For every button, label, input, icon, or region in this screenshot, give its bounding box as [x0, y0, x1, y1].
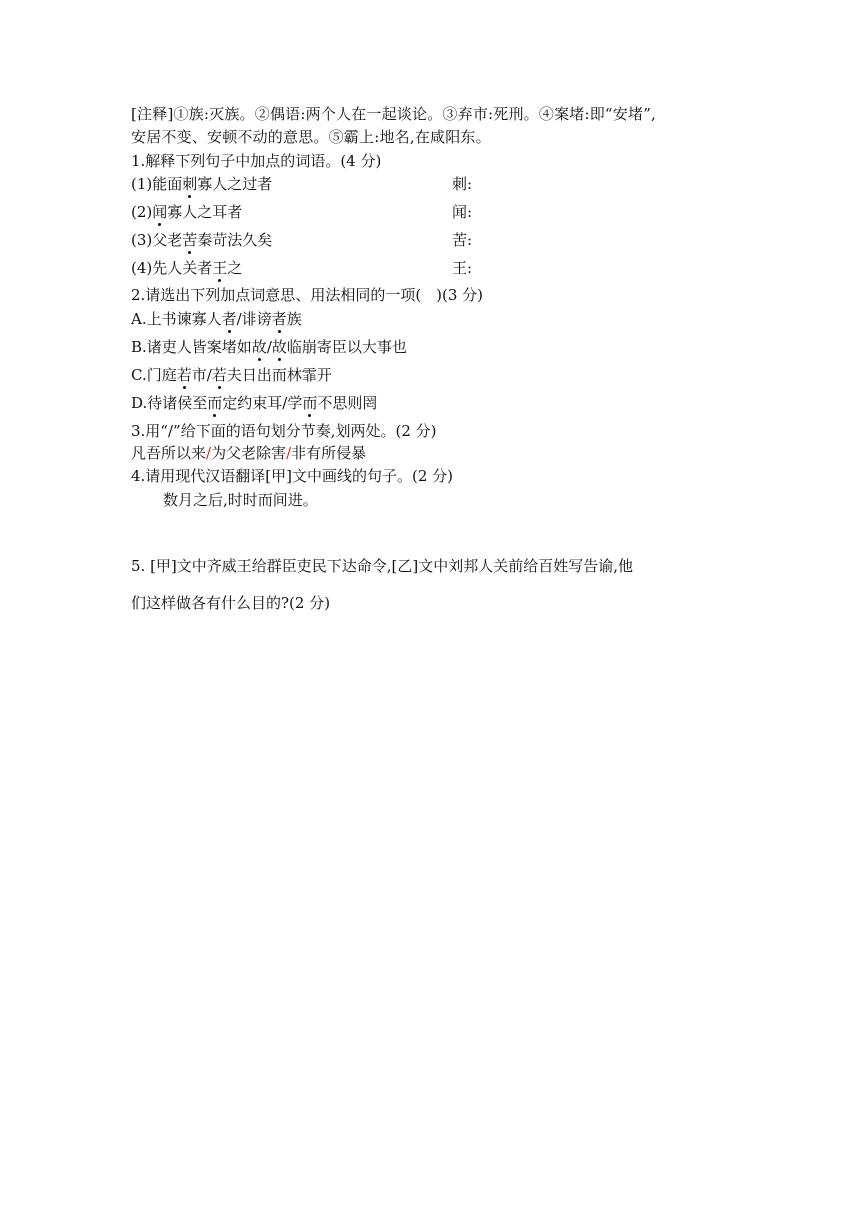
q1-item-3: (3)父老苦秦苛法久矣 苦:: [131, 231, 473, 249]
dotted-word: 王: [212, 259, 228, 277]
red-slash: /: [286, 444, 292, 462]
q3-title: 3.用“/”给下面的语句划分节奏,划两处。(2 分): [131, 422, 437, 440]
q2-option-d: D.待诸侯至而定约束耳/学而不思则罔: [131, 394, 378, 412]
q1-item-4: (4)先人关者王之 王:: [131, 259, 473, 277]
dotted-word: 故: [251, 338, 267, 356]
dotted-word: 闻: [152, 203, 168, 221]
q1-answer-4: 王:: [452, 259, 473, 277]
q2-option-b: B.诸吏人皆案堵如故/故临崩寄臣以大事也: [131, 338, 407, 356]
annotation-line-2: 安居不变、安顿不动的意思。⑤霸上:地名,在咸阳东。: [131, 128, 491, 146]
q1-item-1: (1)能面刺寡人之过者 刺:: [131, 175, 473, 193]
q1-item-2: (2)闻寡人之耳者 闻:: [131, 203, 473, 221]
q2-option-a: A.上书谏寡人者/诽谤者族: [131, 310, 302, 328]
q4-title: 4.请用现代汉语翻译[甲]文中画线的句子。(2 分): [131, 467, 454, 485]
dotted-word: 刺: [182, 175, 198, 193]
q1-answer-1: 刺:: [452, 175, 473, 193]
q1-title: 1.解释下列句子中加点的词语。(4 分): [131, 152, 382, 170]
annotation-line-1: [注释]①族:灭族。②偶语:两个人在一起谈论。③弃市:死刑。④案堵:即“安堵”,: [131, 105, 657, 123]
q1-answer-2: 闻:: [452, 203, 473, 221]
red-slash: /: [206, 444, 212, 462]
q5-line-1: 5. [甲]文中齐威王给群臣吏民下达命令,[乙]文中刘邦人关前给百姓写告谕,他: [131, 557, 634, 575]
q4-sentence: 数月之后,时时而间进。: [163, 491, 318, 509]
dotted-word: 者: [271, 310, 287, 328]
q5-line-2: 们这样做各有什么目的?(2 分): [131, 594, 331, 612]
dotted-word: 若: [176, 366, 192, 384]
q3-sentence: 凡吾所以来/为父老除害/非有所侵暴: [131, 444, 367, 462]
q2-option-c: C.门庭若市/若夫日出而林霏开: [131, 366, 332, 384]
dotted-word: 若: [211, 366, 227, 384]
dotted-word: 苦: [182, 231, 198, 249]
dotted-word: 故: [271, 338, 287, 356]
dotted-word: 而: [207, 394, 223, 412]
q2-title: 2.请选出下列加点词意思、用法相同的一项( )(3 分): [131, 286, 484, 304]
dotted-word: 者: [221, 310, 237, 328]
dotted-word: 而: [302, 394, 318, 412]
q1-answer-3: 苦:: [452, 231, 473, 249]
